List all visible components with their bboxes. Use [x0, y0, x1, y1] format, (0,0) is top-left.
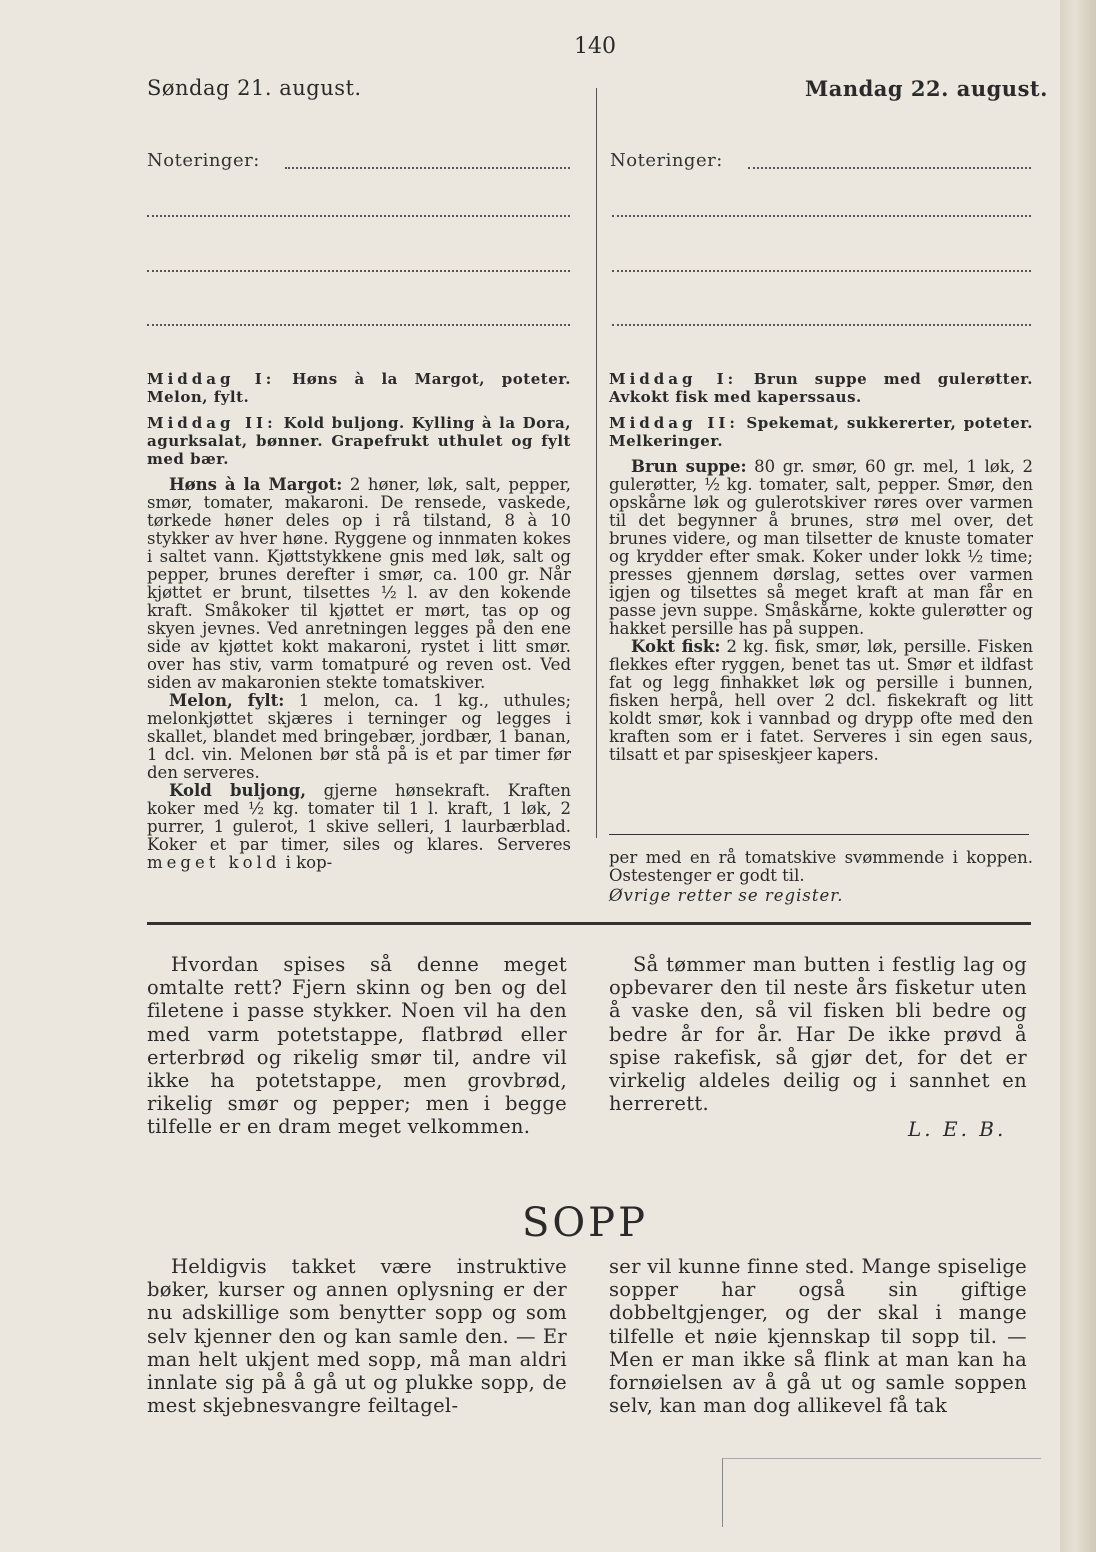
sopp-left-column: Heldigvis takket være instruktive bøker, kurser og annen oplysning er der nu adskillige som benytter sopp og som selv kjenner den og kan samle den. — Er man helt ukjent med sopp, må man aldri innlate sig på å gå ut og plukke sopp, de mest skjebnesvangre feiltagel-: [147, 1255, 567, 1418]
column-divider: [596, 88, 597, 838]
left-notes-line: [285, 167, 570, 169]
section-rule: [147, 922, 1031, 925]
left-notes-line: [147, 324, 570, 326]
left-recipe-hons: Høns à la Margot: 2 høner, løk, salt, pepper, smør, tomater, makaroni. De rensede, vaskede, tørkede høner deles op i rå tilstand, 8 à 10 stykker av hver høne. Ryggene og innmaten kokes i saltet vann. Kjøttstykkene gnis med løk, salt og pepper, brunes derefter i smør, ca. 100 gr. Når kjøttet er brunt, tilsettes ½ l. av den kokende kraft. Småkoker til kjøttet er mørt, tas op og skyen jevnes. Ved anretningen legges på den ene side av kjøttet kokt makaroni, rystet i litt smør. over has stiv, varm tomatpuré og reven ost. Ved siden av makaronien stekte tomatskiver.: [147, 475, 571, 692]
left-notes-label: Noteringer:: [147, 150, 260, 171]
essay-right-column: Så tømmer man butten i festlig lag og opbevarer den til neste års fisketur uten å vaske den, så vil fisken bli bedre og bedre år for år. Har De ikke prøvd å spise rakefisk, så gjør det, for det er virkelig aldeles deilig og i sannhet en herrerett.: [609, 953, 1027, 1116]
left-notes-line: [147, 215, 570, 217]
left-day-heading: Søndag 21. august.: [147, 76, 362, 100]
right-notes-line: [612, 270, 1031, 272]
right-recipe-suppe: Brun suppe: 80 gr. smør, 60 gr. mel, 1 løk, 2 gulerøtter, ½ kg. tomater, salt, pepper. Smør, den opskårne løk og gulerotskiver røres over varmen til det begynner å brunes, strø mel over, det brunes videre, og man tilsetter de knuste tomater og krydder efter smak. Koker under lokk ½ time; presses gjennem dørslag, settes over varmen igjen og tilsettes så meget kraft at man får en passe jevn suppe. Småskårne, kokte gulerøtter og hakket persille has på suppen.: [609, 457, 1033, 638]
sopp-right-column: ser vil kunne finne sted. Mange spiselige sopper har også sin giftige dobbeltgjenger, og der skal i mange tilfelle et nøie kjennskap til sopp til. — Men er man ikke så flink at man kan ha fornøielsen av å gå ut og samle soppen selv, kan man dog allikevel få tak: [609, 1255, 1028, 1418]
continuation-text: per med en rå tomatskive svømmende i koppen. Ostestenger er godt til.: [609, 848, 1033, 885]
left-notes-line: [147, 270, 570, 272]
right-notes-line: [612, 215, 1031, 217]
right-middag-1: Middag I: Brun suppe med gulerøtter. Avkokt fisk med kaperssaus.: [609, 370, 1033, 406]
right-notes-line: [748, 167, 1031, 169]
right-middag-2: Middag II: Spekemat, sukkererter, poteter. Melkeringer.: [609, 414, 1033, 450]
left-recipe-column: [147, 370, 571, 872]
essay-left-column: Hvordan spises så denne meget omtalte rett? Fjern skinn og ben og del filetene i passe stykker. Noen vil ha den med varm potetstappe, flatbrød eller erterbrød og rikelig smør til, andre vil ikke ha potetstappe, men grovbrød, rikelig smør og pepper; men i begge tilfelle er en dram meget velkommen.: [147, 953, 567, 1139]
right-notes-line: [612, 324, 1031, 326]
left-recipe-melon: Melon, fylt: 1 melon, ca. 1 kg., uthules; melonkjøttet skjæres i terninger og legges i skallet, blandet med bringebær, jordbær, 1 banan, 1 dcl. vin. Melonen bør stå på is et par timer før den serveres.: [147, 691, 572, 782]
left-middag-2: Middag II: Kold buljong. Kylling à la Dora, agurksalat, bønner. Grapefrukt uthulet og fylt med bær.: [147, 414, 571, 468]
short-rule: [609, 834, 1029, 835]
right-recipe-column: [609, 370, 1033, 764]
page-number: 140: [574, 34, 616, 59]
right-continuation: [609, 849, 1033, 905]
footnote-register: Øvrige retter se register.: [609, 886, 844, 905]
signature: L. E. B.: [908, 1117, 1007, 1141]
left-middag-1: Middag I: Høns à la Margot, poteter. Melon, fylt.: [147, 370, 571, 406]
right-day-heading: Mandag 22. august.: [805, 76, 1048, 101]
corner-frame: [722, 1458, 1041, 1527]
section-title-sopp: SOPP: [521, 1200, 649, 1246]
page-edge: [1060, 0, 1096, 1552]
left-recipe-buljong: Kold buljong, gjerne hønsekraft. Kraften koker med ½ kg. tomater til 1 l. kraft, 1 løk, 2 purrer, 1 gulerot, 1 skive selleri, 1 laurbærblad. Koker et par timer, siles og klares. Serveres meget kold i kop-: [147, 781, 571, 872]
right-recipe-fisk: Kokt fisk: 2 kg. fisk, smør, løk, persille. Fisken flekkes efter ryggen, benet tas ut. Smør et ildfast fat og legg finhakket løk og persille i bunnen, fisken herpå, hell over 2 dcl. fiskekraft og litt koldt smør, kok i vannbad og drypp ofte med den kraften som er i fatet. Serveres i sin egen saus, tilsatt et par spiseskjeer kapers.: [609, 637, 1033, 764]
right-notes-label: Noteringer:: [610, 150, 723, 171]
